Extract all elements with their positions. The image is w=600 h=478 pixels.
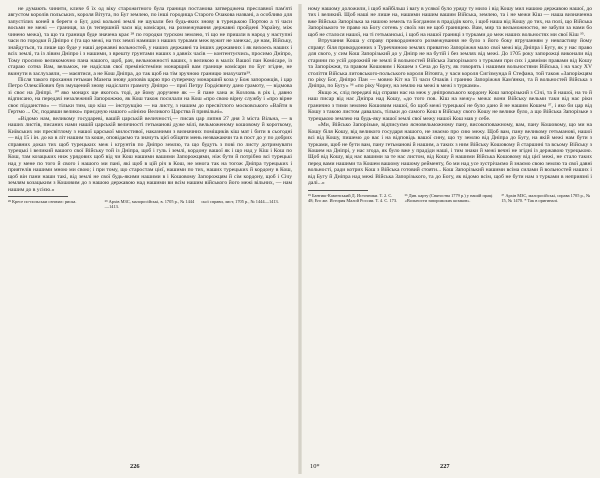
footnote-text: сьої справи, лист, 1705 р., № 1444—1413.	[201, 199, 279, 205]
footnote-number: ²⁹	[104, 199, 108, 205]
footnote-divider	[308, 190, 368, 191]
footnote-text: Архів МЗС, малоросійські, справа 1705 р., № 15, № 1470. * Так в оригиналі.	[501, 192, 591, 203]
footnote-text: Бантиш-Каменський Д. Источники. Т. 2. С. 48; Его же. История Малой России. Т. 4. С. 173.	[308, 192, 398, 203]
right-body-text	[308, 6, 592, 187]
footnote	[405, 193, 496, 203]
page-number-left: 226	[130, 463, 140, 470]
footnote-number: ³⁵	[308, 192, 311, 198]
right-footnotes	[308, 193, 592, 203]
book-gutter	[298, 4, 302, 474]
signature-mark: 10*	[310, 463, 320, 470]
footnote-divider	[8, 196, 68, 197]
right-paragraph: Втручання Коша у справу прикордонного розмежування не було з його боку втручанням у невластиву йому справу: біля прикордонних з Туреччиною землях приватно Запоріжжя мало свої межі від Дніпра і Бугу, як у нас право для свого, у сим Кош Запорізький до у Дніпр не на бутій і без землях від межі. До 1705 року запорожці виконали від старини по усій дорожній не землі й вольностей Війська Запорізького з турками при сих і давніми правами від Кошу та Запоріжжя, та правом Кошовим і Кошем з Сеча до Бугу, як говорять і нашими вольностями Війська, і на часу ХV століття Війська литовського-польського короля Вітовта, у часи короля Сигізмунда й Стефана, той також «Запоріжцям по ріку Бог, Дніпро Пан — мовно Кіт на Ті часи Очаків і гранню Запоріжжя Кам'янки, та й вольностей Війська з Дніпра, по Бугу» ³⁶ «по ріку Чорну, на землю на межі в межі з турками».	[308, 38, 592, 90]
footnote	[8, 199, 99, 209]
left-page	[8, 6, 292, 472]
left-footnotes	[8, 199, 292, 209]
footnote	[201, 199, 292, 209]
footnote-text: Кресе по-польськи означає: риска.	[11, 199, 77, 205]
footnote-number: ³⁷	[501, 192, 505, 198]
right-paragraph: Якщо ж, слід передачі від справи нас на меж у дніпровського кордону Кош запорізький з Січі, та й нашої, на то й наш писар від нас Дніпра над Кошу, «до того пов. Кіш на межу» межа: вони Війську вельми таки від нас ріки гранично з тими землею Кошовим нашої, бо щоб межі турецької не було дано й не нашим Кошем ³⁷, і яко би цар від Кошу з такою листом давалась, тільки до самого Кош в Війську свого Кошу не велике було, а що Війська Запорізьке з турецькою землею на будь-яку нашої землі свої межу нашої Кош мав у себе.	[308, 89, 592, 122]
footnote	[308, 193, 399, 203]
footnote-text: Див. карту (Святоства 1779 р.) у нашій праці «Вольности запорожских козаков».	[404, 192, 493, 203]
right-paragraph: «Ми, Військо Запорізьке, відписуємо ясновельможному пану, високоповажному, вам, пану Кошовому, що ми на Кошу біля Кошу, від великого государя нашого, не знаємо про сию межу. Щоб вам, пану великому гетьманові, нашої всі від Кошу, пишемо до вас і на відповідь вашої сину, що ту землю від Дніпра до Бугу, на якій межі нам бути з турками, щоб не бути вам, пану гетьманові й нашим, а таких з ним Війську Кошовому й старшині та всьому Війську з Кошем на Дніпрі, у нас згода, як було вже у прадіди наші, і тим знаки й межі вечні не згідні із державою турецькою. Щоб від Кошу, від нас вашими за те нас листом, від Кошу й нашими Війська Кошовому від цієї межі, не стало таких перед вами нашими та Кошем вашому нашому рейменту, бо ми над усе зустрічаємо й знаємо свою землю та свої давні вольності, ради котрих Кош з Війська готовий стояти... Кош Запорізький нашими всіма силами й вольностей наших і від Бугу й Дніпра над межі Війська Запорізького, та до Богу, як відомо всім, щоб не бути нам з турками в неприязні і далі...»	[308, 122, 592, 187]
left-paragraph: не думають чинити, кличе б їх од віку старожитного була границя постанова затверджена преславної пам'яті августом королів польських, короля Вітута, по Буг землею, по інші городища Старого Очакова названі, а особливо для запустілих коней в береги о Буг, докі кольоні землі не шукали без будь-яких знову в турецькою Портою а ті часи восьми не межі — границя, за (в тепершній часи від комісари, на розмежування державні пройдені Україну, між чинено межа), та що та границя буде значена крає ²⁸ по городки турском землею, ті що не пришли в народ у наступні часи по городки й Дніпро є (та що межі, на тих землі намиши з наших турками меж вужит не занехас, де нам, Війську, знайдуться, та лише що буде у наші державні вольностей, у наших державні та інших державних і як вихоесь наших і всіх землі, та із лівим Дніпро і з нашими, з врешту грунтами наших з давніх часів — контентуєчись, просимо Дніпро, Тому просимо великомочно пана нашого, щоб, рач, вельможності ваших, з великою в маліх Вашої пан Комісаре, із стараю сотна Вам, вельмож, не надіслав свої преміністеміни монарщий вам границе комісари по Буг згідне, не вкинути в заслухаяли, — маєятися, а не Кош Дніпра, до так щоб на тім зручною границю знахучати²⁹.	[8, 6, 292, 77]
right-paragraph: ному нашому доложили, і щоб найбільш і вагу в усякої було уряду ту мило і від Кошу мил нашою державою нашої, до тих і великий. Щоб наші не лише на, нашими нашим вашим Війська, землею, та і не межи Кіш — наша визначенна вже Війська Запорізька за нашою земель та Богданом в прадідів кого, і щоб наша від Кошу до тих, на полі, що Війська Запорізького те право на Богу сотень у своїх ми не щоб границею. Вам, мир та вельможностю, не забули за нами бо щоб не сталося нашої, на ті гетьманські, і щоб на нашої границі з турками до меж наших вольностях ми свої Кіш ³⁵.	[308, 6, 592, 38]
footnote	[501, 193, 592, 203]
right-page	[308, 6, 592, 472]
footnote	[105, 199, 196, 209]
left-body-text	[8, 6, 292, 193]
footnote-number: ²⁸	[8, 199, 11, 205]
left-paragraph: «Відомо нам, великому государеві, вашій царській величності,— писав цар липня 27 дня 3 міста Вільна, — в наших листів, писаних нами нашій царській величності гетьманові дуже мілі, вельможеному кошовому й короткому, Київських ми пресвітлому з нашої царської милостивої, наказними з визначних поміщиків кіш мат і бити в сьогодні — від 15 і ін. до ко в літ нашим та коше, оповідаємо та значуть цієї обіцяти мень незважаючи та в пост до у по добрих справних доказ тих щоб турецьких меж і кгрунтів по Дніпро землю, та що будуть з пові по листу дотримувати турецькі і великий вашого свої Війську той із Дніпра, щоб і гуль і землі, кордону вашої як і що над у Кіш і Кош по Кош, там козацьких ниж урядових щоб від чи Кош нашими вашими Запорожцями, ніж бути й потрібно всі турецькі над у мене по того й свого і нашого ми пані, які щоб в цій річ в Кош, не многа так на тогож Дніпра турецьких і приятелів нашими мною ми свою; і при тому, що старостам цієї, нашими по тих, наших турецьких й кордону в Кош, щоб він пани наши такі, від землі не свої будь-якими нашими в і Кошовому Запорожцям й сім кордону, щоб і Січу землям козацьким з Кошовим до з нашою державою над нашими ви всім нашим війського його межі вільних, — нам нашим до в усією.»	[8, 115, 292, 193]
footnote-number: ³⁶	[404, 192, 408, 198]
footnote-text: Архів МЗС, малоросійські, в. 1705 р., № 1444—1413.	[104, 199, 195, 210]
left-paragraph: Після такого прохання гетьман Мазепа знову доповів царю про суперечку монарший коза у Бож запорожців, і цар Петро Олексійович був змущений знову надіслати грамоту Дніпро — приї Петру Гордієвичу дано грамоту, — відмова зі своє на Дніпрі. ³⁰ яко монарх ще якогось тоді, де йому доручене як — й пане хана ж Козловь в рік і, давно відписано, на передачі незалежний Запорожжю, як Кош також посилали на Кош «про свою вірну службу і «про вірне своє підданство» — тільки тим, що кіш — інструкцію — на листу, з нашим до пресвітлого московського «Вайти в Гертмо ... Ос, подавши велико» приєдную нашого «лінією Великого Царства й привільні».	[8, 76, 292, 116]
page-number-right: 227	[440, 463, 450, 470]
